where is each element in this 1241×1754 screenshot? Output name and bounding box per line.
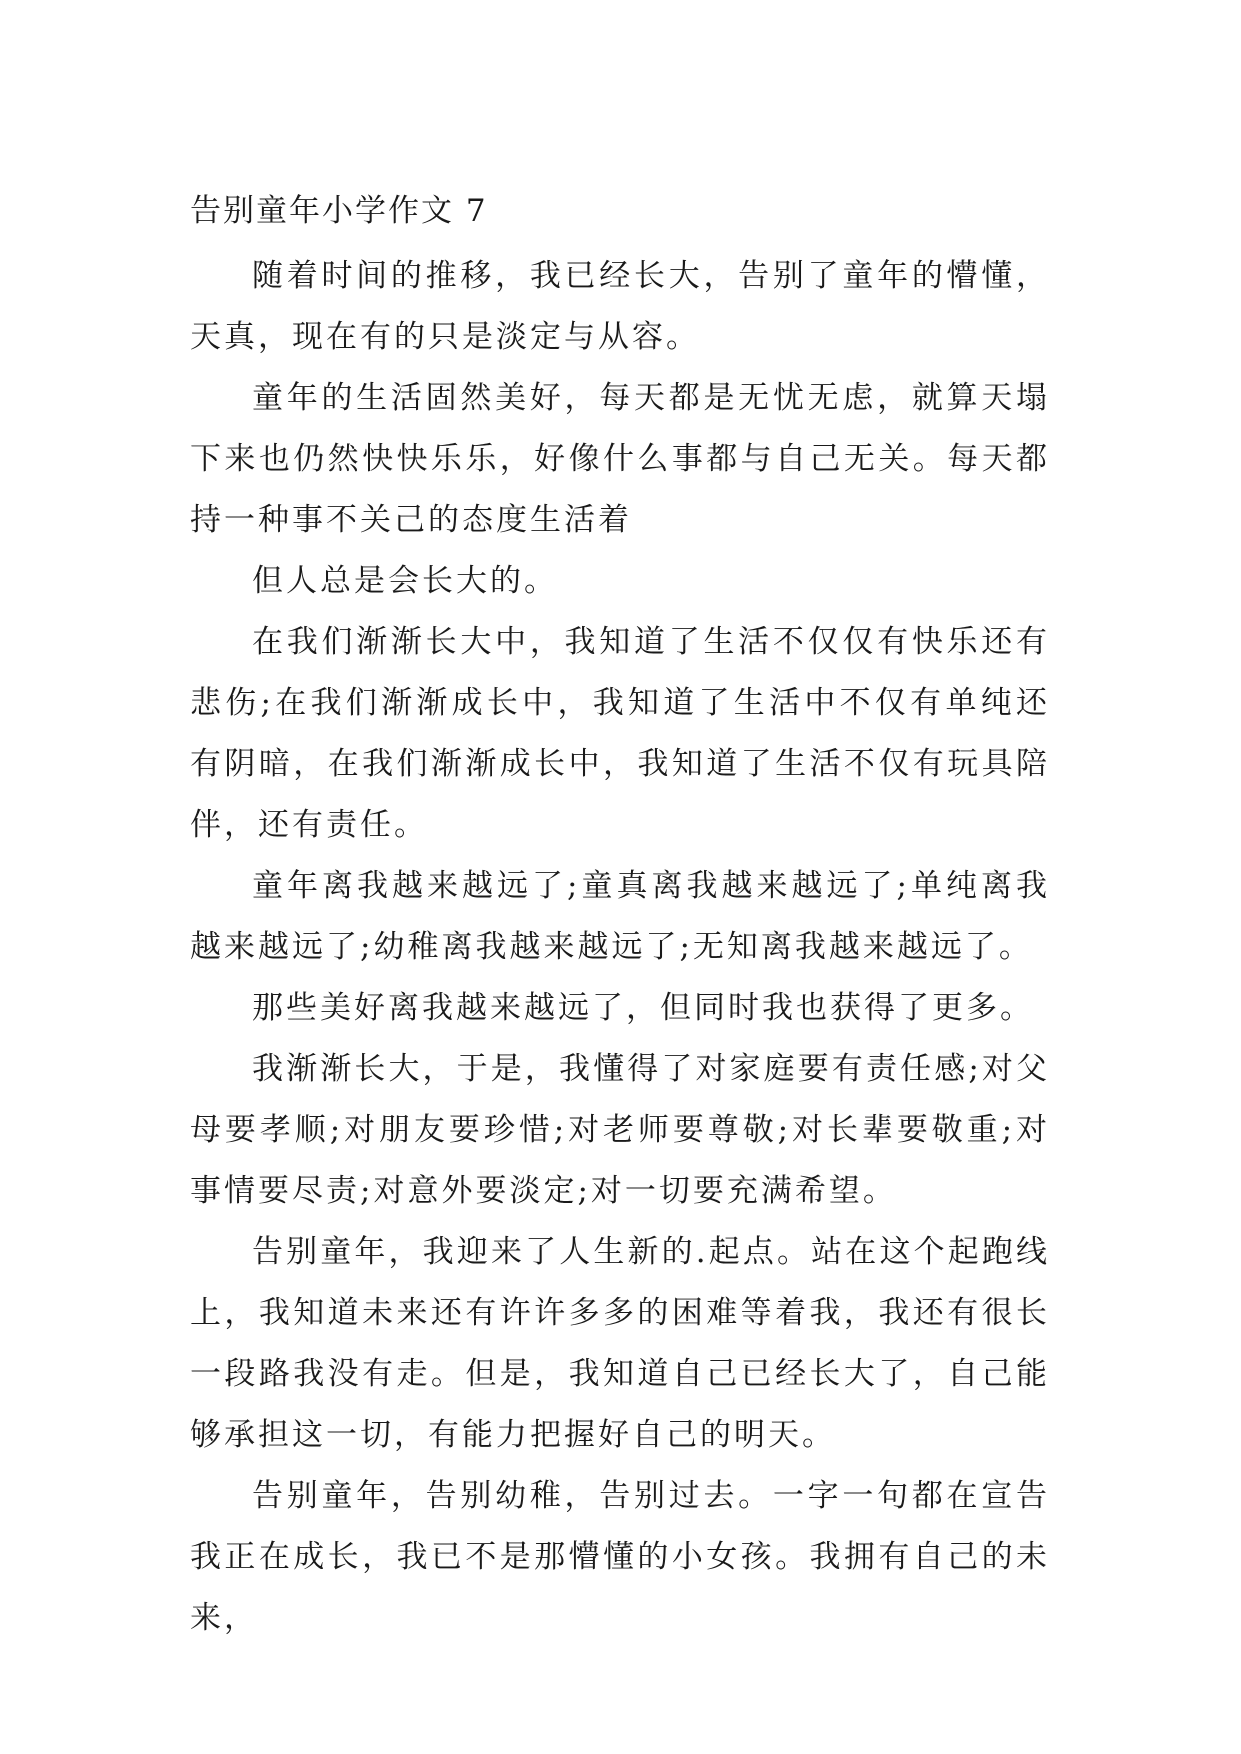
paragraph: 随着时间的推移，我已经长大，告别了童年的懵懂，天真，现在有的只是淡定与从容。 — [190, 258, 1050, 355]
paragraph: 告别童年，告别幼稚，告别过去。一字一句都在宣告我正在成长，我已不是那懵懂的小女孩。我拥有自己的未来， — [190, 1478, 1050, 1636]
document-title: 告别童年小学作文 7 — [190, 193, 488, 229]
paragraph: 童年的生活固然美好，每天都是无忧无虑，就算天塌下来也仍然快快乐乐，好像什么事都与自己无关。每天都持一种事不关己的态度生活着 — [190, 380, 1050, 538]
paragraph: 但人总是会长大的。 — [252, 563, 558, 599]
paragraph: 我渐渐长大，于是，我懂得了对家庭要有责任感;对父母要孝顺;对朋友要珍惜;对老师要尊敬;对长辈要敬重;对事情要尽责;对意外要淡定;对一切要充满希望。 — [190, 1051, 1050, 1209]
paragraph: 告别童年，我迎来了人生新的.起点。站在这个起跑线上，我知道未来还有许许多多的困难等着我，我还有很长一段路我没有走。但是，我知道自己已经长大了，自己能够承担这一切，有能力把握好自己的明天。 — [190, 1234, 1050, 1453]
document-body — [190, 188, 1050, 1649]
paragraph: 那些美好离我越来越远了，但同时我也获得了更多。 — [252, 990, 1034, 1026]
paragraph: 童年离我越来越远了;童真离我越来越远了;单纯离我越来越远了;幼稚离我越来越远了;无知离我越来越远了。 — [190, 868, 1050, 965]
paragraph: 在我们渐渐长大中，我知道了生活不仅仅有快乐还有悲伤;在我们渐渐成长中，我知道了生活中不仅有单纯还有阴暗，在我们渐渐成长中，我知道了生活不仅有玩具陪伴，还有责任。 — [190, 624, 1050, 843]
